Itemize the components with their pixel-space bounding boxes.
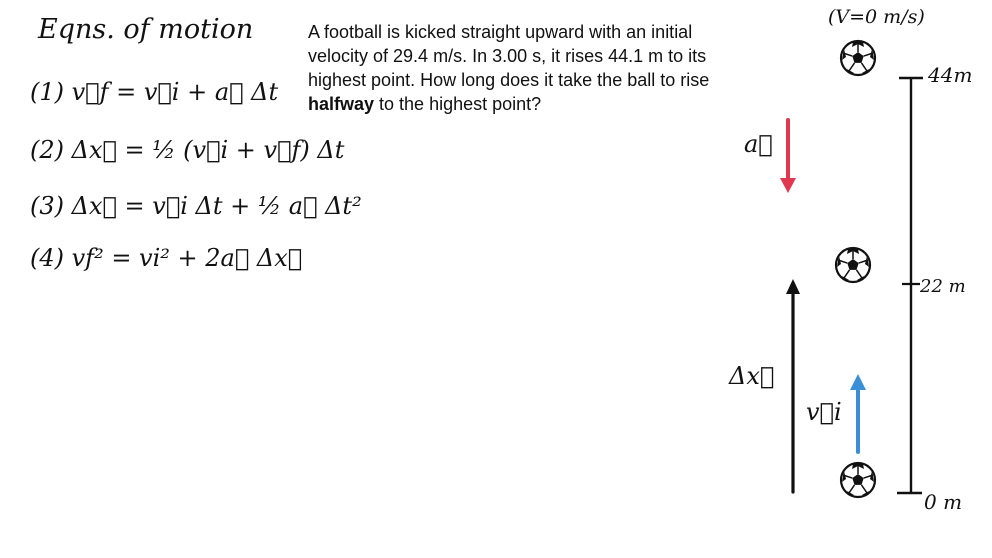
top-velocity-label: (V=0 m/s): [828, 6, 925, 28]
acceleration-label: a⃗: [744, 130, 773, 158]
equations-title: Eqns. of motion: [38, 14, 254, 45]
equation-1: (1) v⃗f = v⃗i + a⃗ Δt: [30, 78, 279, 106]
equation-2: (2) Δx⃗ = ½ (v⃗i + v⃗f) Δt: [30, 136, 345, 164]
initial-velocity-arrow: [850, 374, 866, 452]
height-label-middle: 22 m: [920, 276, 966, 297]
height-label-bottom: 0 m: [924, 490, 963, 514]
problem-line-4: to the highest point?: [374, 94, 542, 114]
displacement-label: Δx⃗: [729, 362, 775, 390]
displacement-arrow: [786, 279, 800, 492]
acceleration-arrow: [780, 120, 796, 193]
equation-4: (4) vf² = vi² + 2a⃗ Δx⃗: [30, 244, 303, 272]
problem-line-2: velocity of 29.4 m/s. In 3.00 s, it rises 44.1 m to its: [308, 46, 707, 66]
ball-top-icon: [841, 41, 875, 75]
problem-line-3: highest point. How long does it take the ball to rise: [308, 70, 710, 90]
problem-bold-word: halfway: [308, 94, 375, 114]
height-label-top: 44m: [928, 63, 973, 87]
ball-middle-icon: [836, 248, 870, 282]
initial-velocity-label: v⃗i: [806, 398, 842, 426]
equation-3: (3) Δx⃗ = v⃗i Δt + ½ a⃗ Δt²: [30, 192, 362, 220]
problem-line-1: A football is kicked straight upward with an initial: [308, 22, 693, 42]
ball-bottom-icon: [841, 463, 875, 497]
